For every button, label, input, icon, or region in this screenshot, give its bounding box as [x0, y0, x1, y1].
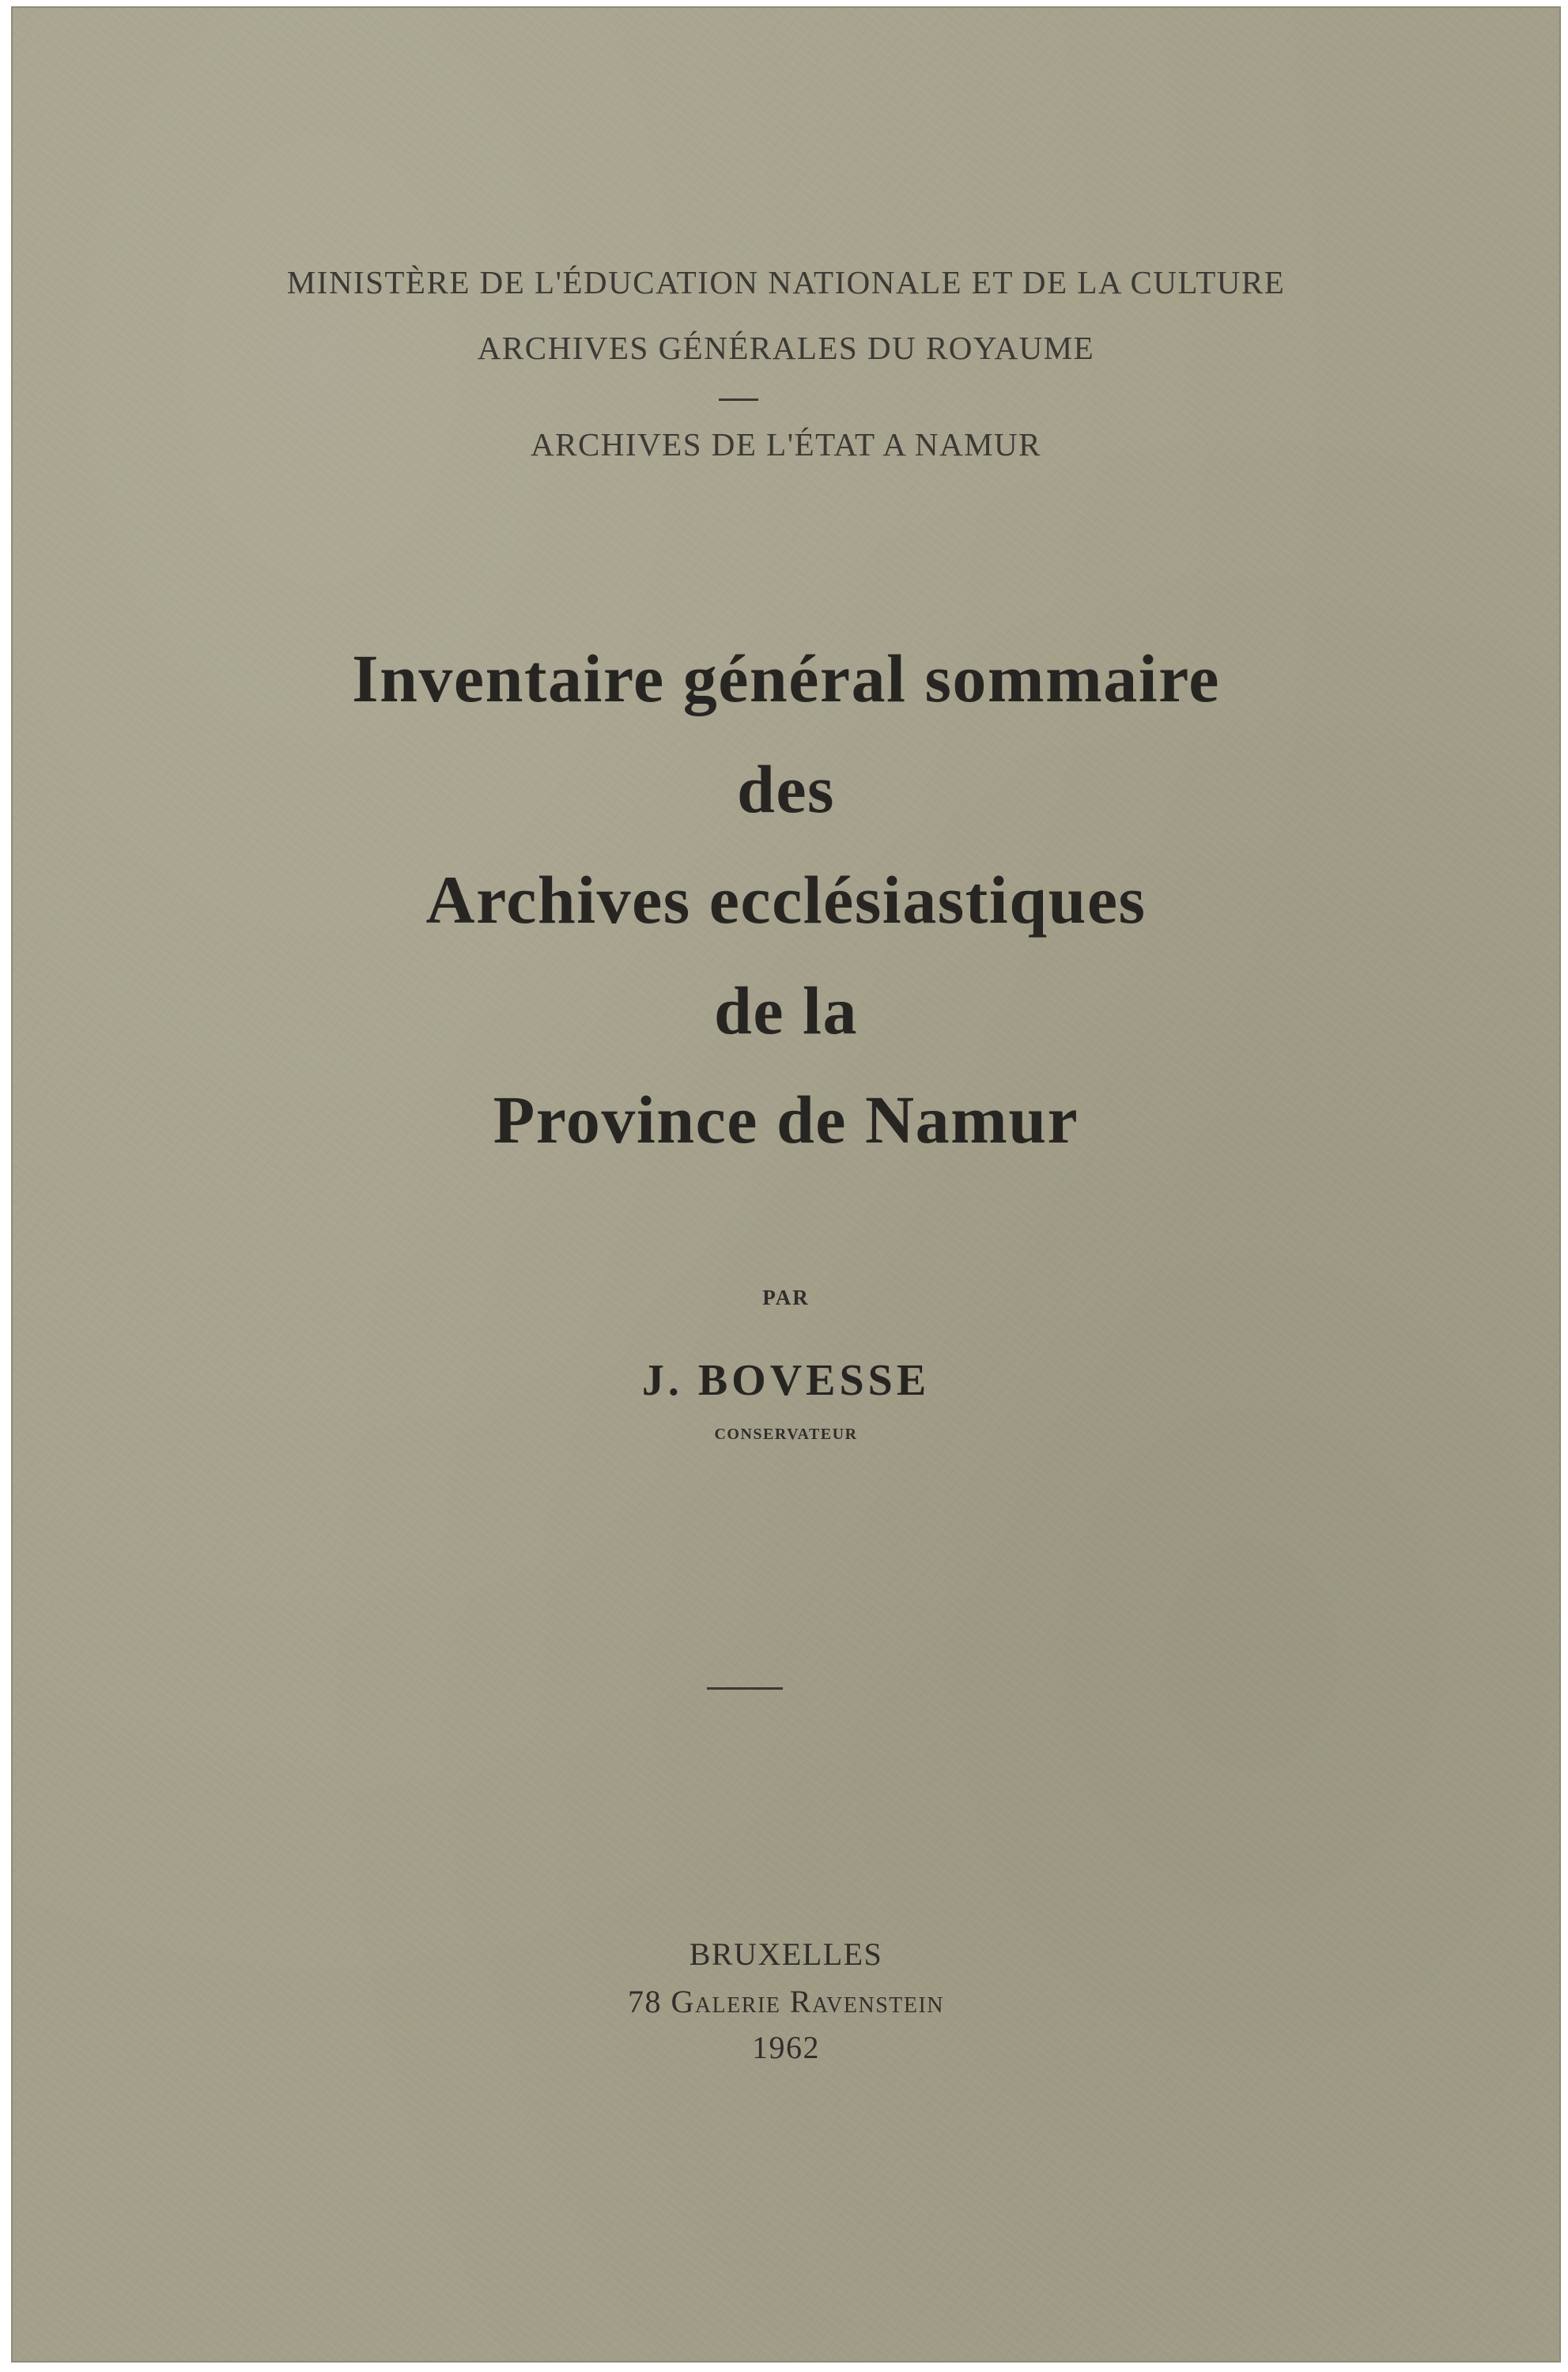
par-label: PAR [762, 1286, 810, 1309]
author-name: J. BOVESSE [641, 1356, 931, 1405]
title-line-2: des [737, 751, 835, 827]
author-role: CONSERVATEUR [714, 1426, 858, 1443]
book-cover [11, 6, 1561, 2363]
publisher-address: 78 Galerie Ravenstein [627, 1984, 945, 2019]
title-line-3: Archives ecclésiastiques [425, 862, 1147, 938]
archives-generales-heading: ARCHIVES GÉNÉRALES DU ROYAUME [477, 330, 1095, 366]
publication-year: 1962 [752, 2030, 820, 2065]
publisher-divider [707, 1687, 783, 1690]
ministry-heading: MINISTÈRE DE L'ÉDUCATION NATIONALE ET DE LA CULTURE [286, 264, 1286, 300]
title-line-1: Inventaire général sommaire [352, 640, 1220, 716]
title-line-5: Province de Namur [493, 1082, 1079, 1158]
publisher-city: BRUXELLES [689, 1936, 883, 1972]
header-divider [719, 398, 758, 401]
archives-etat-heading: ARCHIVES DE L'ÉTAT A NAMUR [531, 426, 1041, 463]
title-line-4: de la [714, 973, 858, 1048]
